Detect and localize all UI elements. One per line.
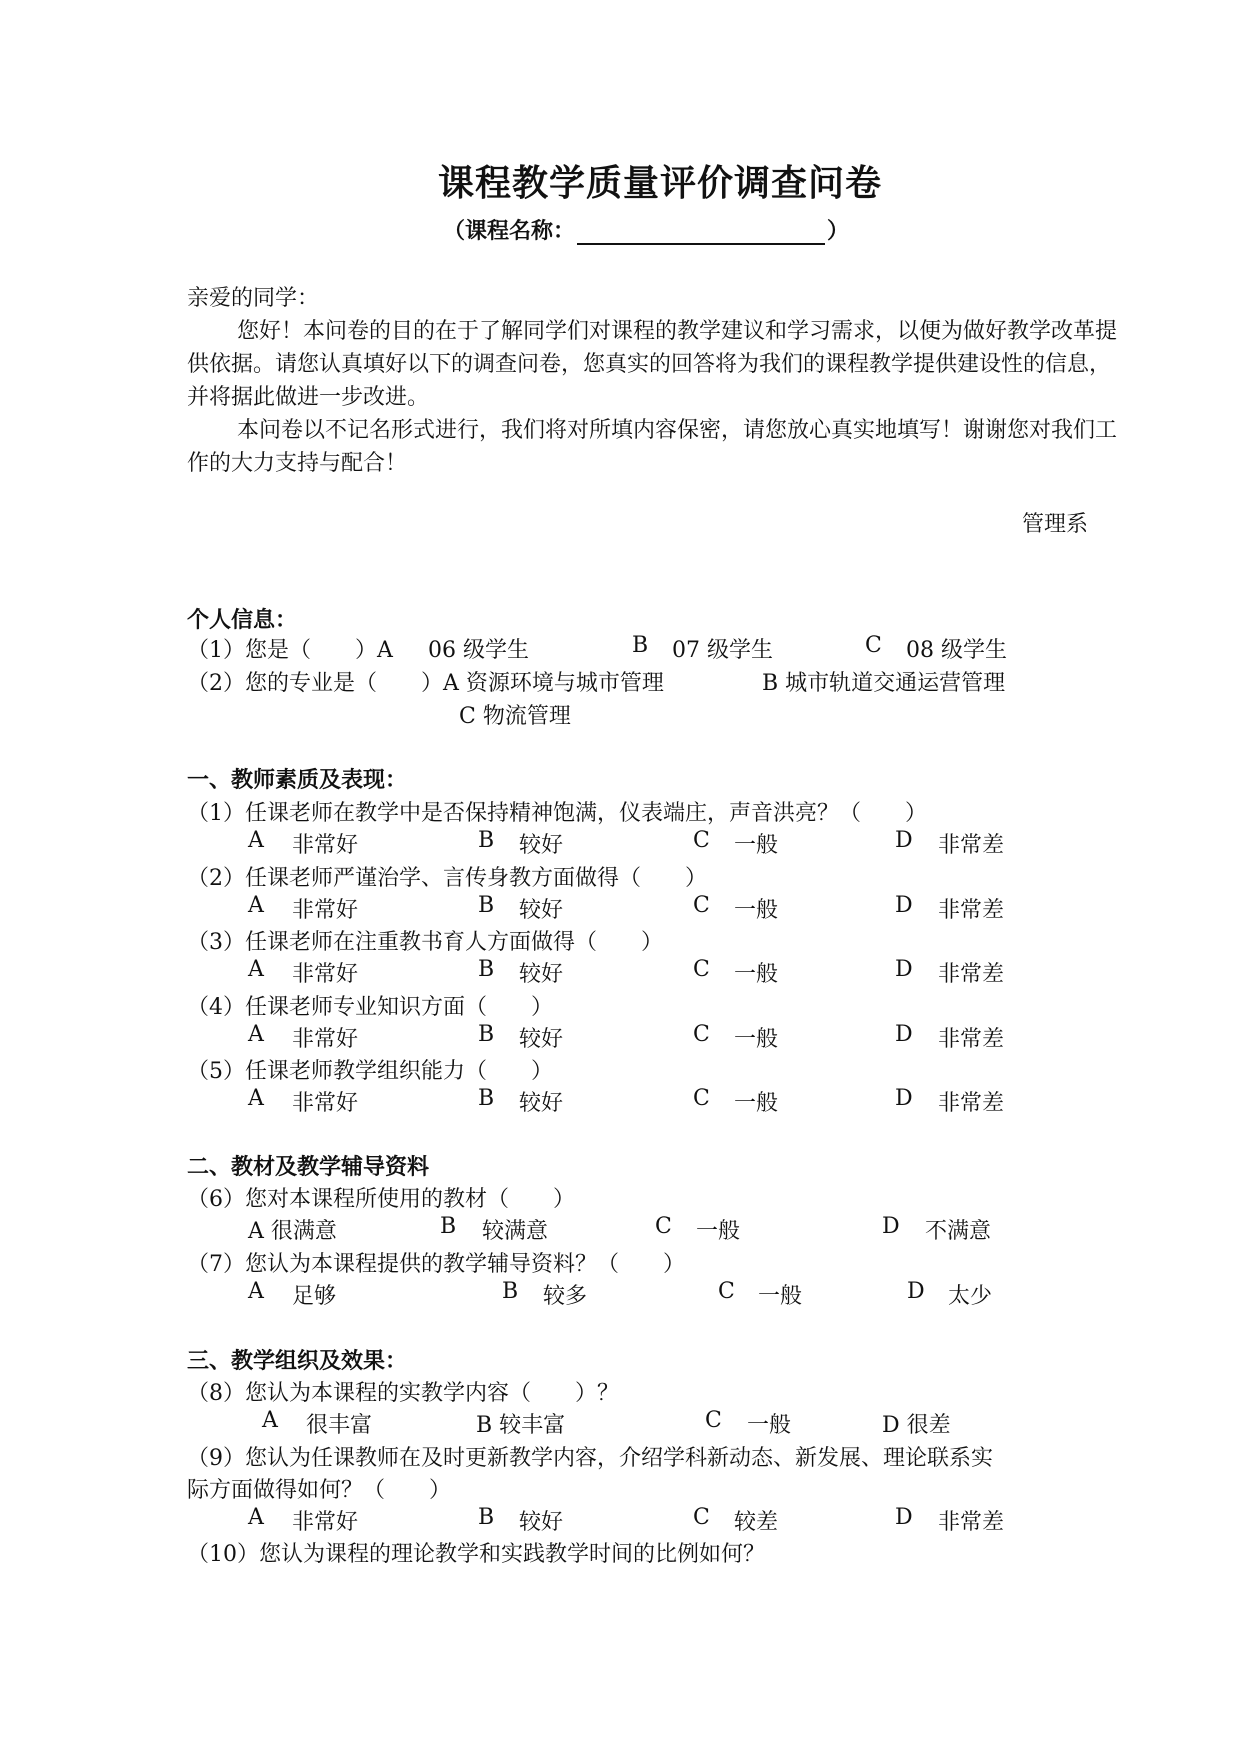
option-d[interactable]: D 很差 [882, 1413, 951, 1438]
option-d-letter[interactable]: D [895, 893, 913, 918]
option-b[interactable]: 较好 [519, 898, 564, 923]
option-a-letter[interactable]: A [248, 1279, 264, 1304]
option-b[interactable]: 较好 [519, 1091, 564, 1116]
option-d-letter[interactable]: D [895, 1086, 913, 1111]
course-name-line [443, 214, 849, 245]
option-a-letter[interactable]: A [248, 957, 264, 982]
option-d[interactable]: 非常差 [938, 1510, 1005, 1535]
option-c[interactable]: 08 级学生 [906, 638, 1007, 663]
question-10: （10）您认为课程的理论教学和实践教学时间的比例如何？ [187, 1542, 765, 1567]
option-a-letter[interactable]: A [248, 1022, 264, 1047]
option-c[interactable]: 一般 [734, 1027, 779, 1052]
option-b[interactable]: 07 级学生 [672, 638, 773, 663]
option-b[interactable]: B 城市轨道交通运营管理 [762, 671, 1006, 696]
course-name-blank[interactable] [577, 219, 825, 245]
intro-paragraph: 本问卷以不记名形式进行，我们将对所填内容保密，请您放心真实地填写！谢谢您对我们工作的大力支持与配合！ [187, 418, 1118, 476]
option-c[interactable]: 一般 [734, 833, 779, 858]
question-1: （1）您是（ ）A [187, 638, 393, 663]
option-c-letter[interactable]: C [693, 1086, 710, 1111]
option-c-letter[interactable]: C [655, 1214, 672, 1239]
section-heading-teacher: 一、教师素质及表现： [187, 768, 408, 793]
question-9: （9）您认为任课教师在及时更新教学内容，介绍学科新动态、新发展、理论联系实 [187, 1446, 993, 1471]
option-c-letter[interactable]: C [693, 957, 710, 982]
option-a-letter[interactable]: A [248, 1505, 264, 1530]
option-d[interactable]: 非常差 [938, 898, 1005, 923]
option-a[interactable]: 非常好 [292, 898, 359, 923]
option-b-letter[interactable]: B [478, 1086, 495, 1111]
option-d-letter[interactable]: D [895, 957, 913, 982]
option-d[interactable]: 太少 [948, 1284, 993, 1309]
page-title: 课程教学质量评价调查问卷 [437, 163, 882, 204]
option-b-letter[interactable]: B [478, 1022, 495, 1047]
course-name-suffix: ） [827, 219, 850, 244]
option-c[interactable]: 一般 [734, 1091, 779, 1116]
option-b[interactable]: 较好 [519, 1510, 564, 1535]
option-d[interactable]: 非常差 [938, 962, 1005, 987]
option-c[interactable]: 较差 [734, 1510, 779, 1535]
option-b[interactable]: 较满意 [482, 1219, 549, 1244]
option-b-letter[interactable]: B [440, 1214, 457, 1239]
option-a[interactable]: 非常好 [292, 1027, 359, 1052]
option-c-letter[interactable]: C [865, 633, 882, 658]
option-a[interactable]: 06 级学生 [428, 638, 529, 663]
option-a[interactable]: 非常好 [292, 962, 359, 987]
intro-paragraph: 您好！本问卷的目的在于了解同学们对课程的教学建议和学习需求，以便为做好教学改革提供依据。请您认真填好以下的调查问卷，您真实的回答将为我们的课程教学提供建设性的信息，并将据此做进一步改进。 [187, 319, 1118, 410]
option-d[interactable]: 非常差 [938, 1091, 1005, 1116]
option-d-letter[interactable]: D [895, 1505, 913, 1530]
option-b-letter[interactable]: B [478, 957, 495, 982]
option-b-letter[interactable]: B [632, 633, 649, 658]
option-c-letter[interactable]: C [693, 828, 710, 853]
question-5: （5）任课老师教学组织能力（ ） [187, 1059, 553, 1084]
option-d[interactable]: 非常差 [938, 1027, 1005, 1052]
question-4: （4）任课老师专业知识方面（ ） [187, 995, 553, 1020]
option-b-letter[interactable]: B [478, 828, 495, 853]
option-a[interactable]: 很丰富 [306, 1413, 373, 1438]
option-c[interactable]: 一般 [734, 962, 779, 987]
option-a[interactable]: 非常好 [292, 1510, 359, 1535]
option-c[interactable]: 一般 [696, 1219, 741, 1244]
section-heading-materials: 二、教材及教学辅导资料 [187, 1155, 430, 1180]
option-b-letter[interactable]: B [502, 1279, 519, 1304]
course-name-label: （课程名称： [443, 219, 576, 244]
option-d-letter[interactable]: D [907, 1279, 925, 1304]
option-b[interactable]: 较多 [543, 1284, 588, 1309]
option-c-letter[interactable]: C [693, 1022, 710, 1047]
option-c-letter[interactable]: C [693, 1505, 710, 1530]
option-c[interactable]: 一般 [747, 1413, 792, 1438]
section-heading-personal: 个人信息： [187, 608, 298, 633]
greeting: 亲爱的同学： [187, 286, 320, 311]
option-b-letter[interactable]: B [478, 1505, 495, 1530]
section-heading-teaching: 三、教学组织及效果： [187, 1349, 408, 1374]
option-c[interactable]: C 物流管理 [459, 704, 571, 729]
option-c-letter[interactable]: C [705, 1408, 722, 1433]
option-c[interactable]: 一般 [758, 1284, 803, 1309]
intro-block [187, 282, 1117, 480]
option-a-letter[interactable]: A [248, 1086, 264, 1111]
option-d-letter[interactable]: D [882, 1214, 900, 1239]
question-2: （2）任课老师严谨治学、言传身教方面做得（ ） [187, 866, 707, 891]
option-a-letter[interactable]: A [248, 893, 264, 918]
option-c-letter[interactable]: C [693, 893, 710, 918]
option-c-letter[interactable]: C [718, 1279, 735, 1304]
option-a[interactable]: 非常好 [292, 1091, 359, 1116]
option-d-letter[interactable]: D [895, 828, 913, 853]
option-b[interactable]: 较好 [519, 962, 564, 987]
question-3: （3）任课老师在注重教书育人方面做得（ ） [187, 930, 663, 955]
option-d[interactable]: 不满意 [925, 1219, 992, 1244]
option-b[interactable]: 较好 [519, 1027, 564, 1052]
option-b[interactable]: 较好 [519, 833, 564, 858]
option-a-letter[interactable]: A [248, 828, 264, 853]
option-c[interactable]: 一般 [734, 898, 779, 923]
option-a[interactable]: 足够 [292, 1284, 337, 1309]
question-2: （2）您的专业是（ ）A 资源环境与城市管理 [187, 671, 664, 696]
option-d[interactable]: 非常差 [938, 833, 1005, 858]
option-a-letter[interactable]: A [262, 1408, 278, 1433]
option-b[interactable]: B 较丰富 [476, 1413, 566, 1438]
question-7: （7）您认为本课程提供的教学辅导资料？（ ） [187, 1252, 685, 1277]
option-d-letter[interactable]: D [895, 1022, 913, 1047]
question-9-continued: 际方面做得如何？（ ） [187, 1478, 452, 1503]
question-1: （1）任课老师在教学中是否保持精神饱满，仪表端庄，声音洪亮？（ ） [187, 801, 927, 826]
question-6: （6）您对本课程所使用的教材（ ） [187, 1187, 575, 1212]
signature: 管理系 [1022, 512, 1089, 537]
option-a[interactable]: A 很满意 [248, 1219, 337, 1244]
option-a[interactable]: 非常好 [292, 833, 359, 858]
question-8: （8）您认为本课程的实教学内容（ ）？ [187, 1381, 619, 1406]
option-b-letter[interactable]: B [478, 893, 495, 918]
